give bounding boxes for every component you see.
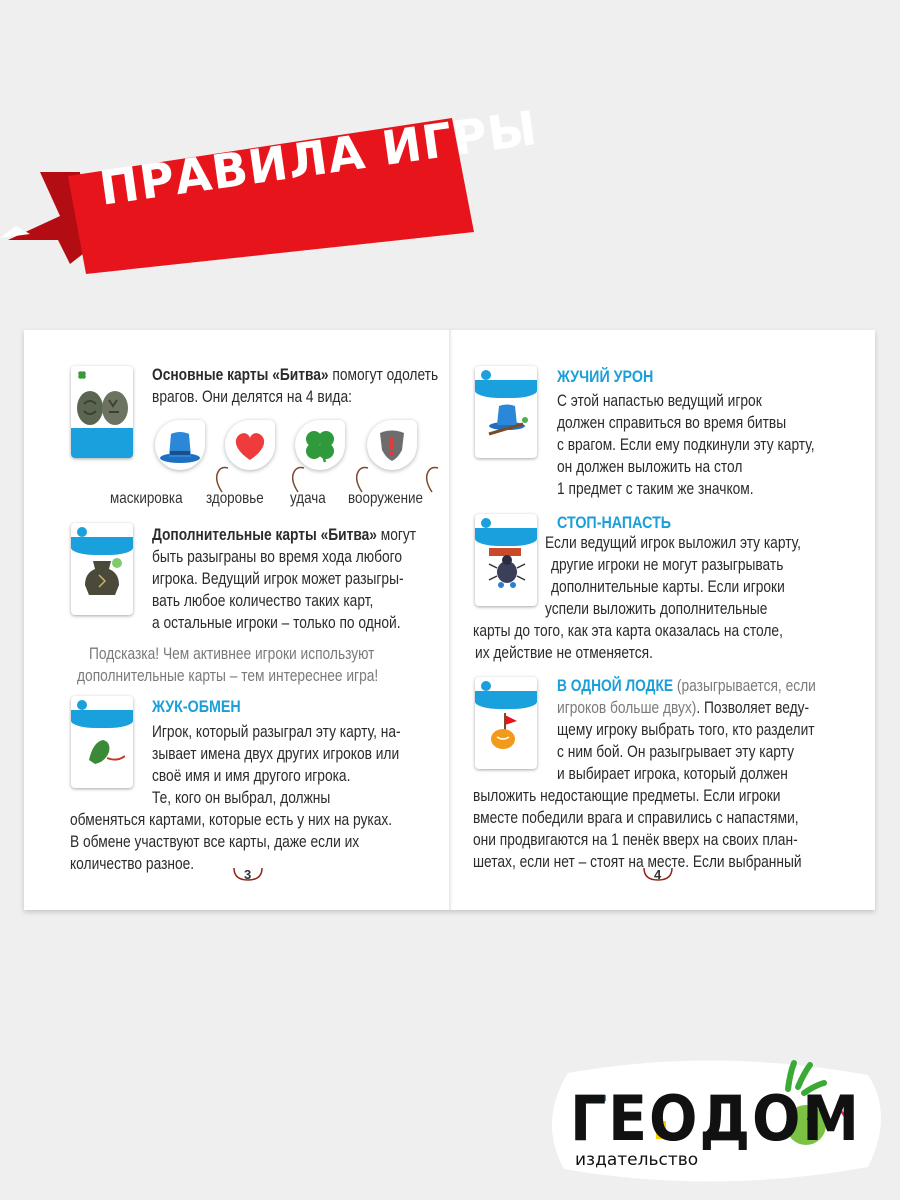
beetle-line-5: 1 предмет с таким же значком.	[557, 480, 754, 498]
vase-icon	[79, 557, 125, 597]
bug-exchange-title: ЖУК-ОБМЕН	[152, 697, 241, 716]
bug-line-6: В обмене участвуют все карты, даже если их	[70, 833, 360, 851]
logo-subtitle: издательство	[575, 1150, 699, 1170]
top-hat-icon	[483, 400, 529, 440]
beetle-icon	[483, 548, 529, 588]
boat-line-7: шетах, если нет – стоят на месте. Если выбранный	[473, 853, 802, 871]
hint-line-1: Подсказка! Чем активнее игроки используют	[89, 645, 375, 663]
stop-trouble-title: СТОП-НАПАСТЬ	[557, 513, 672, 532]
basic-cards-line: врагов. Они делятся на 4 вида:	[152, 388, 352, 406]
amulet-icon	[75, 386, 129, 430]
boat-line-5: вместе победили врага и справились с напастями,	[473, 809, 799, 827]
bug-line-5: обменяться картами, которые есть у них на руках.	[70, 811, 393, 829]
type-label-disguise: маскировка	[110, 490, 183, 507]
boat-line-2: с ним бой. Он разыгрывает эту карту	[557, 743, 794, 761]
extra-line-1: быть разыграны во время хода любого	[152, 548, 403, 566]
card-same-boat	[475, 677, 537, 769]
beetle-line-3: с врагом. Если ему подкинули эту карту,	[557, 436, 815, 454]
stop-line-5: карты до того, как эта карта оказалась на столе,	[473, 622, 783, 640]
logo-wordmark: ГЕОДОМ	[570, 1082, 861, 1155]
beetle-line-1: С этой напастью ведущий игрок	[557, 392, 762, 410]
bug-line-4: Те, кого он выбрал, должны	[152, 789, 331, 807]
card-bug-exchange	[71, 696, 133, 788]
stop-line-6: их действие не отменяется.	[475, 644, 653, 662]
extra-line-4: а остальные игроки – только по одной.	[152, 614, 401, 632]
boat-line-3: и выбирает игрока, который должен	[557, 765, 788, 783]
card-ancient-amulet	[71, 366, 133, 458]
rules-spread: Основные карты «Битва» помогут одолеть врагов. Они делятся на 4 вида: маскировка здоровье удача вооружение Дополнительные карты «Битва» могут быть разыграны во время хода любого игрока. Ведущий игрок может разыгры- вать любое количество таких карт, а остальные игроки – только по одной. Подсказка! Чем активнее игроки используют дополнительные карты – тем интереснее игра! ЖУК-ОБМЕН Игрок, который разыграл эту карту, на- зывает имена двух других игроков или своё имя и имя другого игрока. Те, кого он выбрал, должны обменяться картами, которые есть у них на руках. В обмене участвуют все карты, даже если их количество разное. 3 ЖУЧИЙ УРОН С этой напастью ведущий игрок должен справиться во время битвы с врагом. Если ему подкинули эту карту, он должен выложить на стол 1 предмет с таким же значком. СТОП-НАПАСТЬ Если ведущий игрок выложил эту карту, другие игроки не могут разыгрывать дополнительные карты. Если игроки успели выложить дополнительные карты до того, как эта карта оказалась на столе, их действие не отменяется. В ОДНОЙ ЛОДКЕ (разыгрывается, если игроков больше двух). Позволяет веду- щему игроку выбрать того, кто разделит с ним бой. Он разыгрывает эту карту и выбирает игрока, который должен выложить недостающие предметы. Если игроки вместе победили врага и справились с напастями, они продвигаются на 1 пенёк вверх на своих план- шетах, если нет – стоят на месте. Если выбранный 4	[24, 330, 875, 910]
clover-icon	[77, 370, 87, 380]
beetle-line-4: он должен выложить на стол	[557, 458, 743, 476]
stop-line-2: другие игроки не могут разыгрывать	[551, 556, 784, 574]
stop-line-3: дополнительные карты. Если игроки	[551, 578, 785, 596]
bug-line-2: зывает имена двух других игроков или	[152, 745, 400, 763]
boat-icon	[483, 711, 529, 751]
boat-line-4: выложить недостающие предметы. Если игроки	[473, 787, 781, 805]
boat-line-1: щему игроку выбрать того, кто разделит	[557, 721, 815, 739]
page-fold	[449, 330, 452, 910]
type-label-weapon: вооружение	[348, 490, 424, 507]
card-stop-trouble	[475, 514, 537, 606]
bug-line-7: количество разное.	[70, 855, 195, 873]
same-boat-note: игроков больше двух)	[557, 699, 697, 717]
beetle-damage-title: ЖУЧИЙ УРОН	[557, 367, 654, 386]
type-label-health: здоровье	[206, 490, 264, 507]
stop-line-4: успели выложить дополнительные	[545, 600, 768, 618]
card-beetle-damage	[475, 366, 537, 458]
hint-line-2: дополнительные карты – тем интереснее игра!	[77, 667, 379, 685]
page-number-3: 3	[244, 867, 252, 882]
same-boat-title: В ОДНОЙ ЛОДКЕ	[557, 677, 674, 695]
bug-icon	[79, 730, 125, 770]
type-label-luck: удача	[290, 490, 326, 507]
basic-cards-title: Основные карты «Битва»	[152, 366, 329, 384]
extra-cards-title: Дополнительные карты «Битва»	[152, 526, 377, 544]
boat-line-6: они продвигаются на 1 пенёк вверх на своих план-	[473, 831, 798, 849]
page-number-4: 4	[654, 867, 662, 882]
beetle-line-2: должен справиться во время битвы	[557, 414, 787, 432]
stop-line-1: Если ведущий игрок выложил эту карту,	[545, 534, 801, 552]
extra-line-3: вать любое количество таких карт,	[152, 592, 374, 610]
card-extra-battle	[71, 523, 133, 615]
extra-line-2: игрока. Ведущий игрок может разыгры-	[152, 570, 404, 588]
bug-line-1: Игрок, который разыграл эту карту, на-	[152, 723, 401, 741]
bug-line-3: своё имя и имя другого игрока.	[152, 767, 351, 785]
page-title: ПРАВИЛА ИГРЫ	[96, 100, 542, 217]
